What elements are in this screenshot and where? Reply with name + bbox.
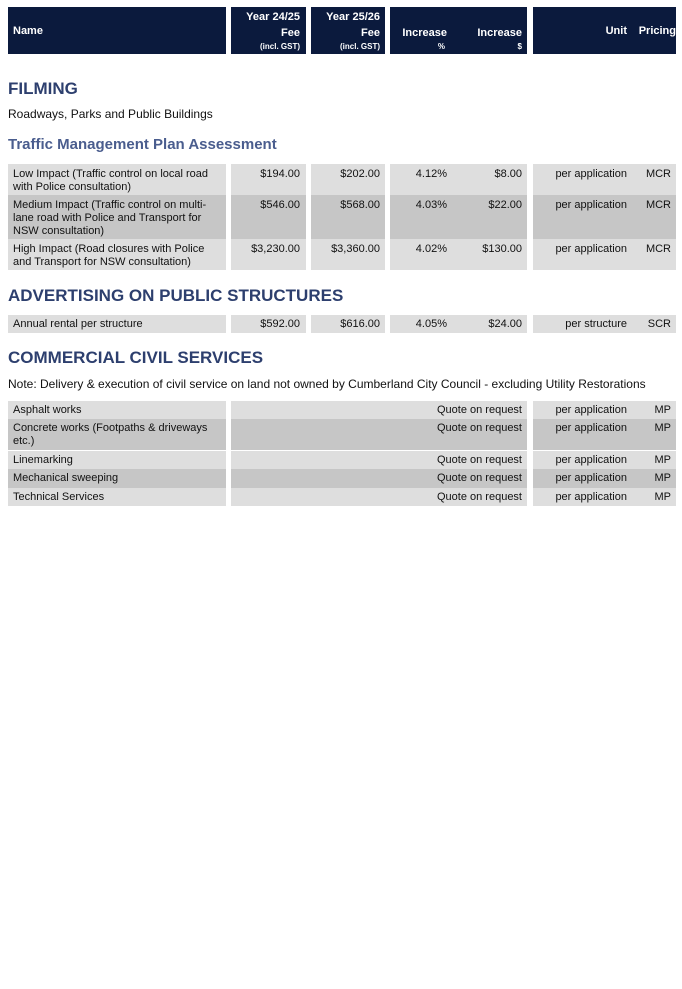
row-pricing: SCR bbox=[632, 315, 676, 333]
header-increase-dollar-cell bbox=[453, 7, 527, 54]
header-unit: Unit bbox=[605, 25, 627, 37]
row-fee-2526: $3,360.00 bbox=[311, 239, 385, 270]
table-row bbox=[0, 419, 682, 450]
row-fee-2526: $568.00 bbox=[311, 195, 385, 239]
header-year1-gst: (incl. GST) bbox=[260, 42, 300, 51]
filming-subtitle: Roadways, Parks and Public Buildings bbox=[8, 107, 213, 121]
row-increase-amt: $130.00 bbox=[453, 239, 527, 270]
row-pricing: MCR bbox=[632, 239, 676, 270]
section-title-civil: COMMERCIAL CIVIL SERVICES bbox=[8, 348, 264, 367]
row-pricing: MP bbox=[632, 401, 676, 419]
row-unit: per application bbox=[533, 469, 632, 488]
civil-note: Note: Delivery & execution of civil service on land not owned by Cumberland City Council - excluding Utility Restorations bbox=[8, 377, 646, 391]
row-pricing: MP bbox=[632, 419, 676, 450]
row-quote: Quote on request bbox=[231, 401, 527, 419]
row-fee-2425: $194.00 bbox=[231, 164, 306, 195]
row-pricing: MP bbox=[632, 469, 676, 488]
header-name: Name bbox=[13, 25, 43, 37]
row-quote: Quote on request bbox=[231, 451, 527, 469]
section-title-advertising: ADVERTISING ON PUBLIC STRUCTURES bbox=[8, 286, 344, 305]
header-unit-cell bbox=[533, 7, 632, 54]
row-unit: per application bbox=[533, 239, 632, 270]
header-year2-cell bbox=[311, 7, 385, 54]
header-year2-gst: (incl. GST) bbox=[340, 42, 380, 51]
table-row bbox=[0, 401, 682, 419]
row-pricing: MCR bbox=[632, 195, 676, 239]
table-row bbox=[0, 488, 682, 506]
subsection-title-traffic: Traffic Management Plan Assessment bbox=[8, 136, 277, 153]
header-pct-symbol: % bbox=[437, 42, 445, 51]
row-pricing: MP bbox=[632, 451, 676, 469]
row-quote: Quote on request bbox=[231, 469, 527, 488]
table-row bbox=[0, 164, 682, 195]
header-pricing: Pricing bbox=[638, 25, 676, 37]
row-increase-pct: 4.12% bbox=[390, 164, 453, 195]
row-name: Linemarking bbox=[8, 451, 226, 469]
row-unit: per application bbox=[533, 195, 632, 239]
header-increase-pct-cell bbox=[390, 7, 453, 54]
header-name-cell bbox=[8, 7, 226, 54]
row-fee-2425: $592.00 bbox=[231, 315, 306, 333]
row-increase-amt: $22.00 bbox=[453, 195, 527, 239]
row-unit: per application bbox=[533, 164, 632, 195]
header-increase-dollar: Increase bbox=[477, 27, 522, 39]
row-name: Concrete works (Footpaths & driveways etc.) bbox=[8, 419, 226, 450]
header-year1: Year 24/25 bbox=[246, 11, 300, 23]
header-increase-pct: Increase bbox=[402, 27, 447, 39]
row-unit: per application bbox=[533, 488, 632, 506]
row-quote: Quote on request bbox=[231, 488, 527, 506]
row-increase-amt: $24.00 bbox=[453, 315, 527, 333]
row-pricing: MP bbox=[632, 488, 676, 506]
row-name: High Impact (Road closures with Police and Transport for NSW consultation) bbox=[8, 239, 226, 270]
row-name: Medium Impact (Traffic control on multi-lane road with Police and Transport for NSW consultation) bbox=[8, 195, 226, 239]
row-unit: per application bbox=[533, 451, 632, 469]
table-row bbox=[0, 195, 682, 239]
row-name: Asphalt works bbox=[8, 401, 226, 419]
row-quote: Quote on request bbox=[231, 419, 527, 450]
row-unit: per structure bbox=[533, 315, 632, 333]
row-fee-2425: $3,230.00 bbox=[231, 239, 306, 270]
header-dollar-symbol: $ bbox=[517, 42, 522, 51]
header-year2-fee: Fee bbox=[361, 27, 380, 39]
row-increase-pct: 4.03% bbox=[390, 195, 453, 239]
row-unit: per application bbox=[533, 401, 632, 419]
table-row bbox=[0, 469, 682, 488]
row-fee-2425: $546.00 bbox=[231, 195, 306, 239]
row-name: Mechanical sweeping bbox=[8, 469, 226, 488]
row-name: Low Impact (Traffic control on local road with Police consultation) bbox=[8, 164, 226, 195]
row-increase-pct: 4.05% bbox=[390, 315, 453, 333]
header-year1-fee: Fee bbox=[281, 27, 300, 39]
header-pricing-cell bbox=[632, 7, 676, 54]
row-increase-pct: 4.02% bbox=[390, 239, 453, 270]
row-increase-amt: $8.00 bbox=[453, 164, 527, 195]
header-year1-cell bbox=[231, 7, 306, 54]
row-name: Annual rental per structure bbox=[8, 315, 226, 333]
row-pricing: MCR bbox=[632, 164, 676, 195]
table-row bbox=[0, 451, 682, 469]
row-name: Technical Services bbox=[8, 488, 226, 506]
row-fee-2526: $202.00 bbox=[311, 164, 385, 195]
row-fee-2526: $616.00 bbox=[311, 315, 385, 333]
table-row bbox=[0, 315, 682, 333]
header-year2: Year 25/26 bbox=[326, 11, 380, 23]
section-title-filming: FILMING bbox=[8, 79, 78, 98]
table-row bbox=[0, 239, 682, 270]
row-unit: per application bbox=[533, 419, 632, 450]
